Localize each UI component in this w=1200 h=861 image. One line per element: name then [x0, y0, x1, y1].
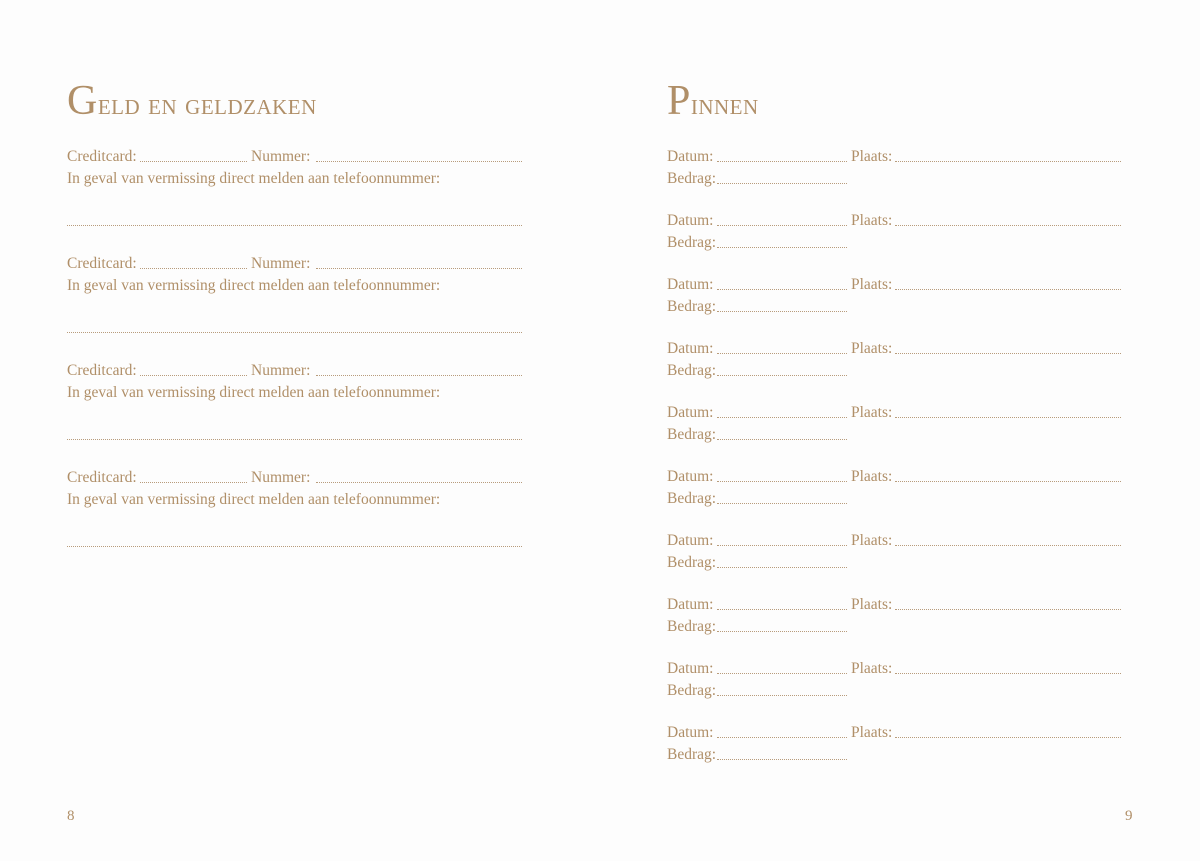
bedrag-field[interactable]	[717, 631, 847, 632]
vermissing-text: In geval van vermissing direct melden aan telefoonnummer:	[67, 491, 441, 508]
telefoonnummer-field[interactable]	[67, 546, 522, 547]
plaats-label: Plaats:	[851, 532, 893, 549]
bedrag-field[interactable]	[717, 695, 847, 696]
datum-field[interactable]	[717, 353, 847, 354]
creditcard-field[interactable]	[140, 161, 247, 162]
plaats-field[interactable]	[895, 737, 1121, 738]
bedrag-label: Bedrag:	[667, 746, 717, 763]
plaats-label: Plaats:	[851, 340, 893, 357]
plaats-label: Plaats:	[851, 660, 893, 677]
datum-label: Datum:	[667, 276, 714, 293]
datum-label: Datum:	[667, 340, 714, 357]
datum-field[interactable]	[717, 545, 847, 546]
plaats-field[interactable]	[895, 225, 1121, 226]
page-number-left: 8	[67, 808, 75, 824]
telefoonnummer-field[interactable]	[67, 225, 522, 226]
title-rest: innen	[690, 88, 759, 121]
vermissing-text: In geval van vermissing direct melden aan telefoonnummer:	[67, 384, 441, 401]
plaats-field[interactable]	[895, 417, 1121, 418]
nummer-field[interactable]	[316, 268, 522, 269]
title-initial: P	[667, 78, 691, 124]
title-initial: G	[67, 78, 98, 124]
telefoonnummer-field[interactable]	[67, 332, 522, 333]
plaats-label: Plaats:	[851, 724, 893, 741]
creditcard-label: Creditcard:	[67, 469, 137, 486]
nummer-field[interactable]	[316, 375, 522, 376]
plaats-field[interactable]	[895, 353, 1121, 354]
title-rest: eld en geldzaken	[97, 88, 317, 121]
bedrag-label: Bedrag:	[667, 618, 717, 635]
datum-label: Datum:	[667, 596, 714, 613]
creditcard-label: Creditcard:	[67, 255, 137, 272]
datum-field[interactable]	[717, 161, 847, 162]
nummer-label: Nummer:	[251, 148, 311, 165]
creditcard-label: Creditcard:	[67, 148, 137, 165]
bedrag-field[interactable]	[717, 567, 847, 568]
bedrag-field[interactable]	[717, 183, 847, 184]
vermissing-text: In geval van vermissing direct melden aan telefoonnummer:	[67, 277, 441, 294]
datum-label: Datum:	[667, 660, 714, 677]
plaats-field[interactable]	[895, 609, 1121, 610]
bedrag-field[interactable]	[717, 759, 847, 760]
datum-label: Datum:	[667, 404, 714, 421]
bedrag-field[interactable]	[717, 439, 847, 440]
nummer-label: Nummer:	[251, 255, 311, 272]
nummer-field[interactable]	[316, 161, 522, 162]
telefoonnummer-field[interactable]	[67, 439, 522, 440]
datum-field[interactable]	[717, 481, 847, 482]
datum-label: Datum:	[667, 148, 714, 165]
creditcard-field[interactable]	[140, 268, 247, 269]
plaats-field[interactable]	[895, 545, 1121, 546]
plaats-field[interactable]	[895, 481, 1121, 482]
bedrag-label: Bedrag:	[667, 362, 717, 379]
bedrag-label: Bedrag:	[667, 298, 717, 315]
bedrag-field[interactable]	[717, 375, 847, 376]
bedrag-label: Bedrag:	[667, 554, 717, 571]
bedrag-label: Bedrag:	[667, 490, 717, 507]
plaats-label: Plaats:	[851, 212, 893, 229]
plaats-label: Plaats:	[851, 468, 893, 485]
page-number-right: 9	[1125, 808, 1133, 824]
datum-field[interactable]	[717, 225, 847, 226]
datum-label: Datum:	[667, 212, 714, 229]
plaats-label: Plaats:	[851, 596, 893, 613]
plaats-field[interactable]	[895, 673, 1121, 674]
bedrag-field[interactable]	[717, 247, 847, 248]
plaats-field[interactable]	[895, 289, 1121, 290]
plaats-field[interactable]	[895, 161, 1121, 162]
page-title-geld-en-geldzaken	[67, 80, 317, 122]
datum-field[interactable]	[717, 289, 847, 290]
page-title-pinnen	[667, 80, 759, 122]
bedrag-label: Bedrag:	[667, 682, 717, 699]
nummer-label: Nummer:	[251, 362, 311, 379]
datum-label: Datum:	[667, 468, 714, 485]
bedrag-label: Bedrag:	[667, 170, 717, 187]
plaats-label: Plaats:	[851, 404, 893, 421]
creditcard-field[interactable]	[140, 375, 247, 376]
bedrag-label: Bedrag:	[667, 426, 717, 443]
vermissing-text: In geval van vermissing direct melden aan telefoonnummer:	[67, 170, 441, 187]
plaats-label: Plaats:	[851, 148, 893, 165]
datum-label: Datum:	[667, 724, 714, 741]
right-page	[600, 0, 1200, 861]
nummer-field[interactable]	[316, 482, 522, 483]
datum-field[interactable]	[717, 737, 847, 738]
bedrag-label: Bedrag:	[667, 234, 717, 251]
bedrag-field[interactable]	[717, 503, 847, 504]
nummer-label: Nummer:	[251, 469, 311, 486]
plaats-label: Plaats:	[851, 276, 893, 293]
creditcard-label: Creditcard:	[67, 362, 137, 379]
creditcard-field[interactable]	[140, 482, 247, 483]
datum-field[interactable]	[717, 417, 847, 418]
datum-field[interactable]	[717, 673, 847, 674]
datum-label: Datum:	[667, 532, 714, 549]
datum-field[interactable]	[717, 609, 847, 610]
bedrag-field[interactable]	[717, 311, 847, 312]
